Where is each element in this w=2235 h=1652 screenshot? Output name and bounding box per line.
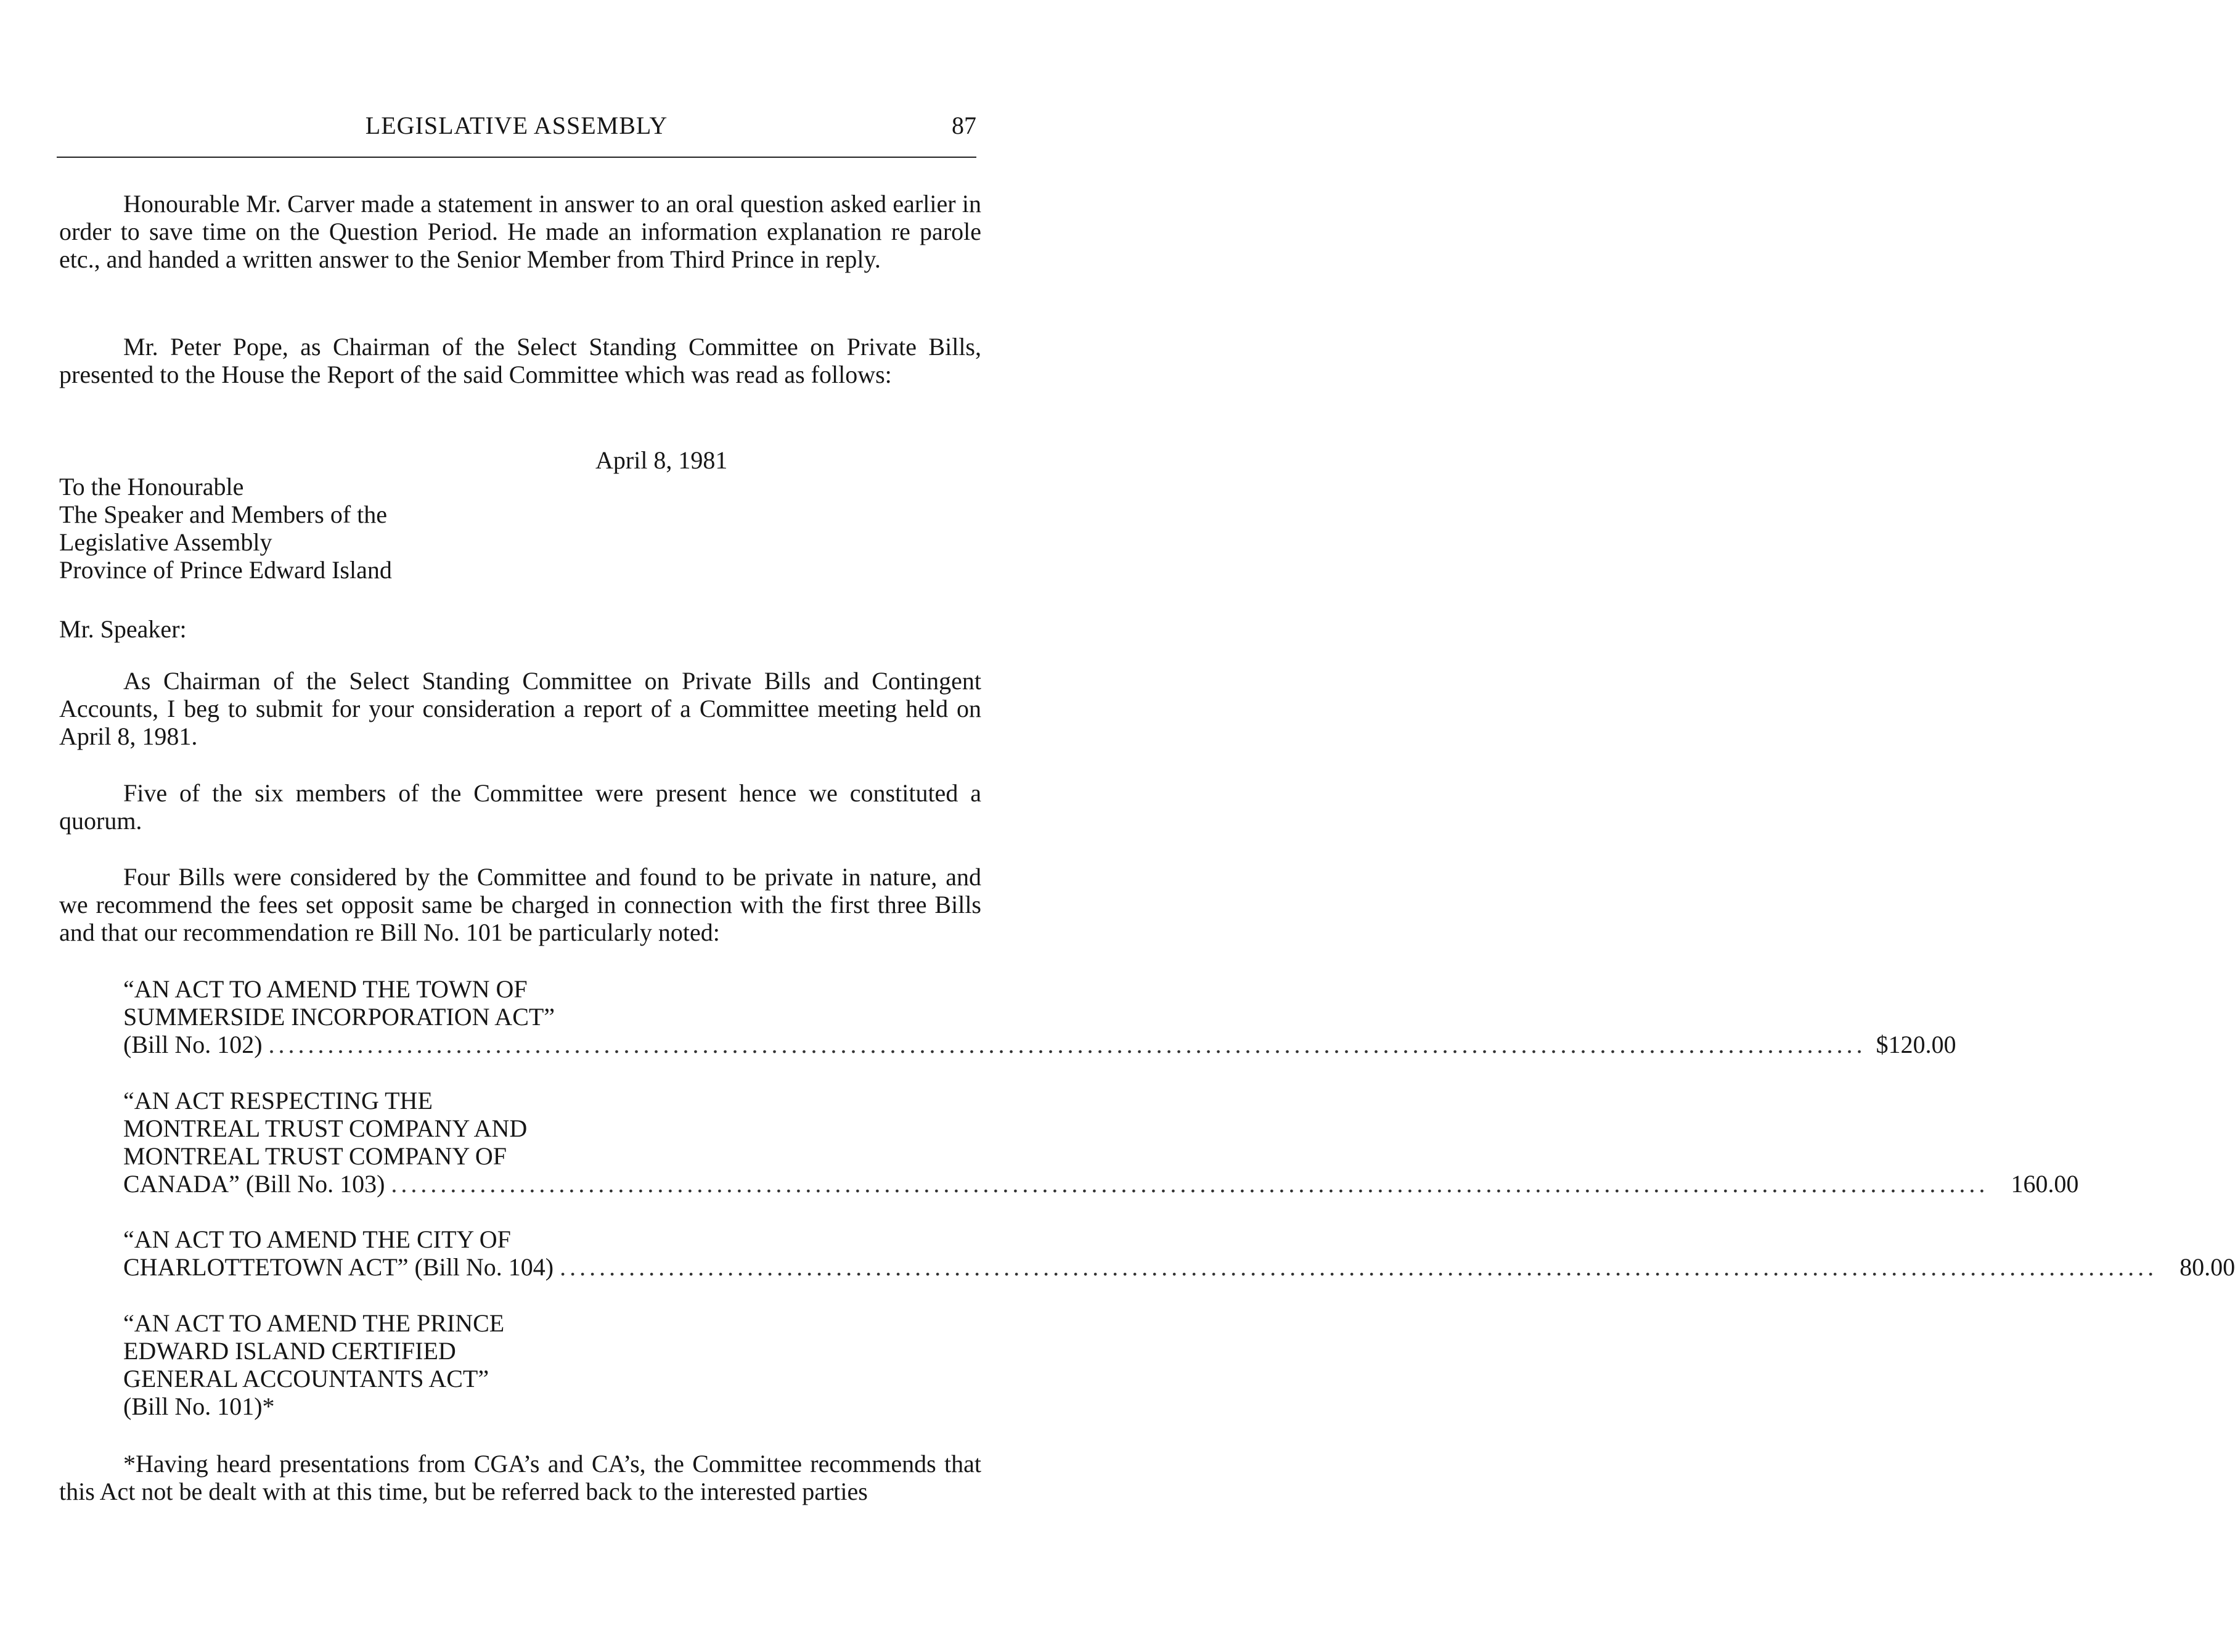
- bill-title-line: “AN ACT RESPECTING THE: [123, 1087, 433, 1114]
- bill-fee-row: [123, 1170, 2079, 1198]
- paragraph-bills-considered: Four Bills were considered by the Committee and found to be private in nature, and we recommend the fees set opposit same be charged in connection with the first three Bills and that our recommendation re Bill No. 101 be particularly noted:: [59, 863, 981, 946]
- paragraph-carver-statement: Honourable Mr. Carver made a statement in answer to an oral question asked earlier in order to save time on the Question Period. He made an information explanation re parole etc., and handed a written answer to the Senior Member from Third Prince in reply.: [59, 190, 981, 273]
- address-line-1: To the Honourable: [59, 473, 244, 501]
- bill-fee-row: [123, 1031, 1956, 1058]
- bill-number: CANADA” (Bill No. 103): [123, 1170, 385, 1198]
- paragraph-quorum: Five of the six members of the Committee were present hence we constituted a quorum.: [59, 779, 981, 835]
- bill-title-line: SUMMERSIDE INCORPORATION ACT”: [123, 1003, 555, 1031]
- bill-title-line: “AN ACT TO AMEND THE CITY OF: [123, 1225, 511, 1253]
- bill-title-line: GENERAL ACCOUNTANTS ACT”: [123, 1365, 489, 1392]
- footnote-paragraph: *Having heard presentations from CGA’s and CA’s, the Committee recommends that this Act not be dealt with at this time, but be referred back to the interested parties: [59, 1450, 981, 1505]
- letter-date: April 8, 1981: [595, 446, 728, 474]
- bill-number: (Bill No. 102): [123, 1031, 263, 1058]
- bill-entry-103: [123, 1087, 2079, 1198]
- bill-title-line: MONTREAL TRUST COMPANY AND: [123, 1114, 528, 1142]
- page-header: [57, 111, 976, 148]
- bill-fee: $120.00: [1876, 1031, 1956, 1058]
- salutation: Mr. Speaker:: [59, 615, 187, 643]
- address-line-3: Legislative Assembly: [59, 528, 272, 556]
- bill-entry-101: [123, 1309, 981, 1420]
- bill-fee-row: [123, 1253, 2235, 1281]
- bill-title-line: “AN ACT TO AMEND THE TOWN OF: [123, 975, 528, 1003]
- bill-fee: 160.00: [2011, 1170, 2079, 1198]
- bill-number: (Bill No. 101)*: [123, 1392, 275, 1420]
- running-title: LEGISLATIVE ASSEMBLY: [365, 112, 668, 139]
- bill-title-line: EDWARD ISLAND CERTIFIED: [123, 1337, 456, 1365]
- bill-entry-102: [123, 975, 1956, 1058]
- bill-number: CHARLOTTETOWN ACT” (Bill No. 104): [123, 1253, 554, 1281]
- paragraph-chairman-submission: As Chairman of the Select Standing Committee on Private Bills and Contingent Accounts, I beg to submit for your consideration a report of a Committee meeting held on April 8, 1981.: [59, 667, 981, 750]
- dot-leader: ..................................................................................................................................................................: [268, 1031, 1866, 1058]
- paragraph-pope-report: Mr. Peter Pope, as Chairman of the Select Standing Committee on Private Bills, presented to the House the Report of the said Committee which was read as follows:: [59, 333, 981, 388]
- address-line-4: Province of Prince Edward Island: [59, 556, 392, 584]
- dot-leader: ..................................................................................................................................................................: [560, 1253, 2158, 1281]
- bill-title-line: MONTREAL TRUST COMPANY OF: [123, 1142, 507, 1170]
- bill-fee: 80.00: [2180, 1253, 2235, 1281]
- address-line-2: The Speaker and Members of the: [59, 501, 388, 528]
- bill-title-line: “AN ACT TO AMEND THE PRINCE: [123, 1309, 505, 1337]
- dot-leader: ..................................................................................................................................................................: [391, 1170, 1989, 1198]
- bill-entry-104: [123, 1225, 2235, 1281]
- header-rule: [57, 157, 976, 158]
- page-number: 87: [952, 112, 976, 139]
